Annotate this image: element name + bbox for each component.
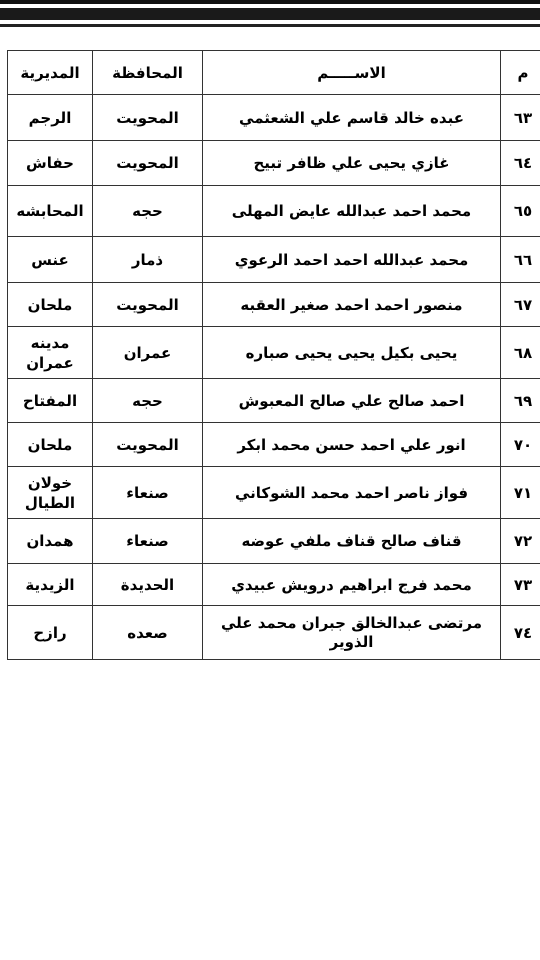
header-num: م xyxy=(501,51,540,95)
row-number: ٦٨ xyxy=(501,327,540,379)
person-name: غازي يحيى علي ظافر تبيح xyxy=(203,141,501,186)
person-name: محمد فرج ابراهيم درويش عبيدي xyxy=(203,564,501,606)
row-number: ٦٧ xyxy=(501,283,540,327)
row-number: ٧٣ xyxy=(501,564,540,606)
directorate-cell: رازح xyxy=(8,606,93,660)
header-rule-thick xyxy=(0,8,540,20)
table-row xyxy=(8,141,540,186)
governorate-cell: المحويت xyxy=(93,283,203,327)
table-row xyxy=(8,606,540,660)
row-number: ٦٣ xyxy=(501,95,540,141)
directorate-cell: المفتاح xyxy=(8,379,93,423)
row-number: ٦٩ xyxy=(501,379,540,423)
table-row xyxy=(8,519,540,564)
governorate-cell: صنعاء xyxy=(93,519,203,564)
top-rule xyxy=(0,0,540,4)
person-name: محمد عبدالله احمد احمد الرعوي xyxy=(203,237,501,283)
person-name: يحيى بكيل يحيى يحيى صباره xyxy=(203,327,501,379)
person-name: انور علي احمد حسن محمد ابكر xyxy=(203,423,501,467)
row-number: ٧٤ xyxy=(501,606,540,660)
header-rule-thin xyxy=(0,24,540,27)
header-directorate: المديرية xyxy=(8,51,93,95)
person-name: قناف صالح قناف ملفي عوضه xyxy=(203,519,501,564)
directorate-cell: ملحان xyxy=(8,283,93,327)
directorate-cell: همدان xyxy=(8,519,93,564)
governorate-cell: صعده xyxy=(93,606,203,660)
table-header-row xyxy=(8,51,540,95)
table-row xyxy=(8,564,540,606)
governorate-cell: صنعاء xyxy=(93,467,203,519)
header-governorate: المحافظة xyxy=(93,51,203,95)
person-name: منصور احمد احمد صغير العقبه xyxy=(203,283,501,327)
governorate-cell: ذمار xyxy=(93,237,203,283)
table-row xyxy=(8,186,540,237)
row-number: ٧١ xyxy=(501,467,540,519)
table-row xyxy=(8,327,540,379)
governorate-cell: الحديدة xyxy=(93,564,203,606)
directorate-cell: خولان الطيال xyxy=(8,467,93,519)
row-number: ٦٥ xyxy=(501,186,540,237)
directorate-cell: عنس xyxy=(8,237,93,283)
table-row xyxy=(8,423,540,467)
row-number: ٦٦ xyxy=(501,237,540,283)
governorate-cell: المحويت xyxy=(93,95,203,141)
directorate-cell: المحابشه xyxy=(8,186,93,237)
directorate-cell: مدينه عمران xyxy=(8,327,93,379)
governorate-cell: المحويت xyxy=(93,141,203,186)
row-number: ٧٢ xyxy=(501,519,540,564)
directorate-cell: حفاش xyxy=(8,141,93,186)
governorate-cell: المحويت xyxy=(93,423,203,467)
header-name: الاســـــم xyxy=(203,51,501,95)
table-row xyxy=(8,467,540,519)
person-name: مرتضى عبدالخالق جبران محمد علي الذوير xyxy=(203,606,501,660)
row-number: ٧٠ xyxy=(501,423,540,467)
table-row xyxy=(8,95,540,141)
table-row xyxy=(8,283,540,327)
person-name: عبده خالد قاسم علي الشعثمي xyxy=(203,95,501,141)
governorate-cell: حجه xyxy=(93,379,203,423)
governorate-cell: عمران xyxy=(93,327,203,379)
person-name: احمد صالح علي صالح المعبوش xyxy=(203,379,501,423)
directorate-cell: الرجم xyxy=(8,95,93,141)
directorate-cell: ملحان xyxy=(8,423,93,467)
directorate-cell: الزيدية xyxy=(8,564,93,606)
table-row xyxy=(8,237,540,283)
table-row xyxy=(8,379,540,423)
row-number: ٦٤ xyxy=(501,141,540,186)
roster-table xyxy=(7,50,540,660)
person-name: فواز ناصر احمد محمد الشوكاني xyxy=(203,467,501,519)
governorate-cell: حجه xyxy=(93,186,203,237)
person-name: محمد احمد عبدالله عايض المهلى xyxy=(203,186,501,237)
